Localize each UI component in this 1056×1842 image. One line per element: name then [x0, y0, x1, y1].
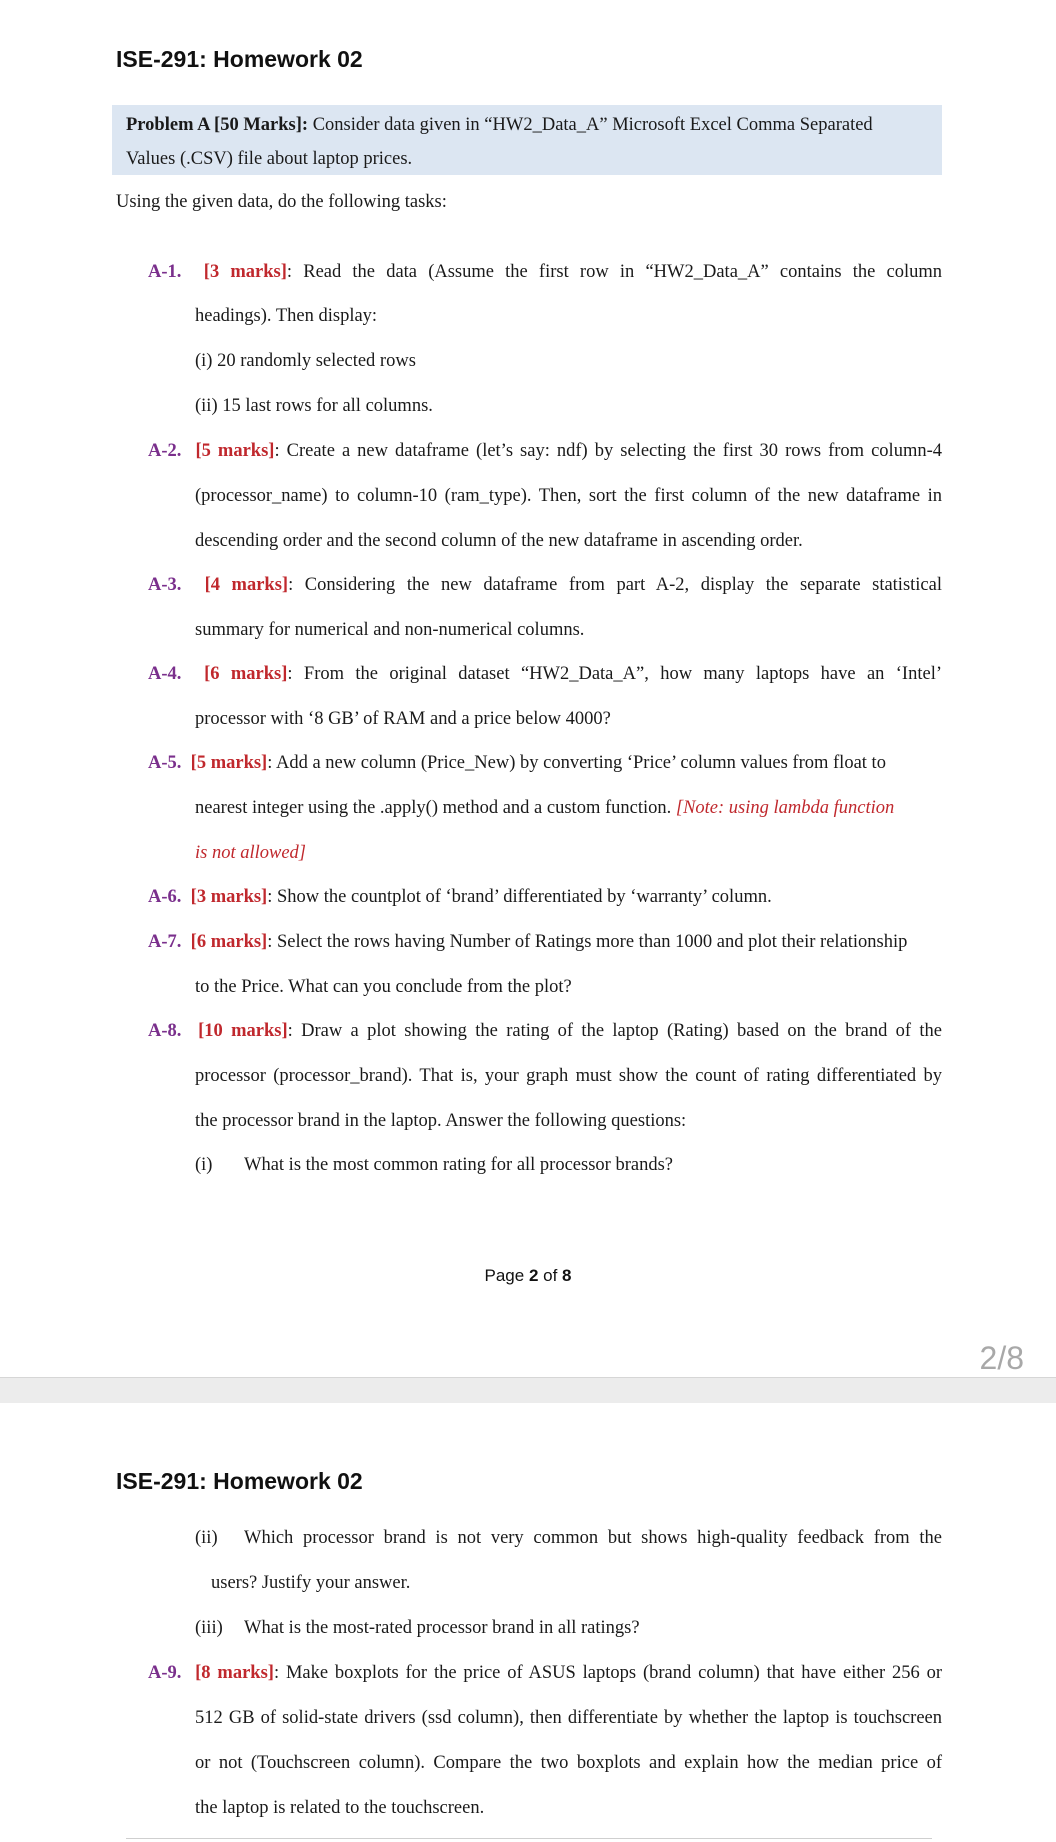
task-a9-line1: [148, 1663, 942, 1684]
task-text: : From the original dataset “HW2_Data_A”, how many laptops have an ‘Intel’: [287, 664, 942, 684]
task-a2-line3: descending order and the second column of the new dataframe in ascending order.: [195, 531, 803, 551]
task-marks: [3 marks]: [203, 262, 287, 282]
task-id: A-6.: [148, 887, 182, 907]
task-a8-sub-ii-line1: Which processor brand is not very common but shows high-quality feedback from the: [244, 1528, 942, 1548]
task-a8-sub-iii-num: (iii): [195, 1618, 223, 1638]
problem-line-2: Values (.CSV) file about laptop prices.: [126, 149, 413, 169]
task-text: : Show the countplot of ‘brand’ differentiated by ‘warranty’ column.: [267, 887, 772, 907]
page-footer: [0, 1266, 1056, 1286]
task-a8-line2: processor (processor_brand). That is, your graph must show the count of rating differentiated by: [195, 1066, 942, 1086]
task-marks: [3 marks]: [190, 887, 268, 907]
task-marks: [5 marks]: [195, 441, 275, 461]
task-a2-line2: (processor_name) to column-10 (ram_type). Then, sort the first column of the new dataframe in: [195, 486, 942, 506]
page-separator: [0, 1377, 1056, 1404]
task-a8-sub-ii-line2: users? Justify your answer.: [211, 1573, 411, 1593]
task-a2-line1: [148, 441, 942, 462]
task-a9-line3: or not (Touchscreen column). Compare the two boxplots and explain how the median price of: [195, 1753, 942, 1773]
task-a4-line1: [148, 664, 942, 685]
bottom-rule: [126, 1838, 932, 1839]
task-a8-sub-i-num: (i): [195, 1155, 213, 1175]
page-indicator: 2/8: [979, 1340, 1024, 1376]
task-text: nearest integer using the .apply() method and a custom function.: [195, 798, 676, 818]
task-a5-note-cont: is not allowed]: [195, 843, 307, 863]
task-a9-line4: the laptop is related to the touchscreen.: [195, 1798, 485, 1818]
task-a5-line1: [148, 753, 886, 774]
task-note: [Note: using lambda function: [675, 798, 895, 818]
footer-current-page: 2: [528, 1266, 539, 1285]
task-id: A-3.: [148, 575, 182, 595]
intro-text: Using the given data, do the following tasks:: [116, 192, 447, 212]
task-id: A-1.: [148, 262, 182, 282]
page-header: ISE-291: Homework 02: [116, 46, 363, 72]
task-a8-sub-i-text: What is the most common rating for all processor brands?: [244, 1155, 673, 1175]
task-a9-line2: 512 GB of solid-state drivers (ssd column), then differentiate by whether the laptop is touchscreen: [195, 1708, 942, 1728]
task-a4-line2: processor with ‘8 GB’ of RAM and a price below 4000?: [195, 709, 611, 729]
task-id: A-7.: [148, 932, 182, 952]
footer-total-pages: 8: [562, 1266, 572, 1285]
task-a8-sub-ii-num: (ii): [195, 1528, 218, 1548]
task-text: : Select the rows having Number of Ratings more than 1000 and plot their relationship: [267, 932, 908, 952]
task-a1-line1: [148, 262, 942, 283]
task-marks: [6 marks]: [204, 664, 288, 684]
task-id: A-8.: [148, 1021, 182, 1041]
task-marks: [6 marks]: [190, 932, 268, 952]
task-text: : Read the data (Assume the first row in “HW2_Data_A” contains the column: [286, 262, 943, 282]
task-text: : Add a new column (Price_New) by converting ‘Price’ column values from float to: [267, 753, 886, 773]
task-text: : Draw a plot showing the rating of the laptop (Rating) based on the brand of the: [287, 1021, 943, 1041]
task-a5-line2: [195, 798, 894, 819]
task-a3-line1: [148, 575, 942, 596]
task-a8-sub-iii-text: What is the most-rated processor brand in all ratings?: [244, 1618, 640, 1638]
page-header: ISE-291: Homework 02: [116, 1468, 363, 1494]
task-id: A-5.: [148, 753, 182, 773]
task-a1-sub-i: (i) 20 randomly selected rows: [195, 351, 416, 371]
task-a1-line2: headings). Then display:: [195, 306, 378, 326]
task-text: : Create a new dataframe (let’s say: ndf) by selecting the first 30 rows from column-4: [274, 441, 942, 461]
task-a3-line2: summary for numerical and non-numerical columns.: [195, 620, 585, 640]
problem-line-1: [126, 108, 928, 142]
task-a8-line3: the processor brand in the laptop. Answer the following questions:: [195, 1111, 687, 1131]
task-a8-line1: [148, 1021, 942, 1042]
footer-mid: of: [538, 1266, 563, 1285]
footer-prefix: Page: [484, 1266, 529, 1285]
problem-statement-box: [112, 105, 942, 175]
task-id: A-9.: [148, 1663, 182, 1683]
task-a7-line1: [148, 932, 907, 953]
task-a1-sub-ii: (ii) 15 last rows for all columns.: [195, 396, 433, 416]
task-id: A-2.: [148, 441, 182, 461]
task-marks: [10 marks]: [198, 1021, 288, 1041]
problem-title: Problem A [50 Marks]:: [126, 115, 309, 135]
task-id: A-4.: [148, 664, 182, 684]
task-text: : Make boxplots for the price of ASUS laptops (brand column) that have either 256 or: [273, 1663, 943, 1683]
task-marks: [5 marks]: [190, 753, 268, 773]
task-a6-line1: [148, 887, 772, 908]
task-a7-line2: to the Price. What can you conclude from the plot?: [195, 977, 572, 997]
problem-text: Consider data given in “HW2_Data_A” Microsoft Excel Comma Separated: [308, 115, 873, 135]
task-marks: [8 marks]: [195, 1663, 274, 1683]
task-marks: [4 marks]: [204, 575, 289, 595]
task-text: : Considering the new dataframe from part A-2, display the separate statistical: [288, 575, 942, 595]
